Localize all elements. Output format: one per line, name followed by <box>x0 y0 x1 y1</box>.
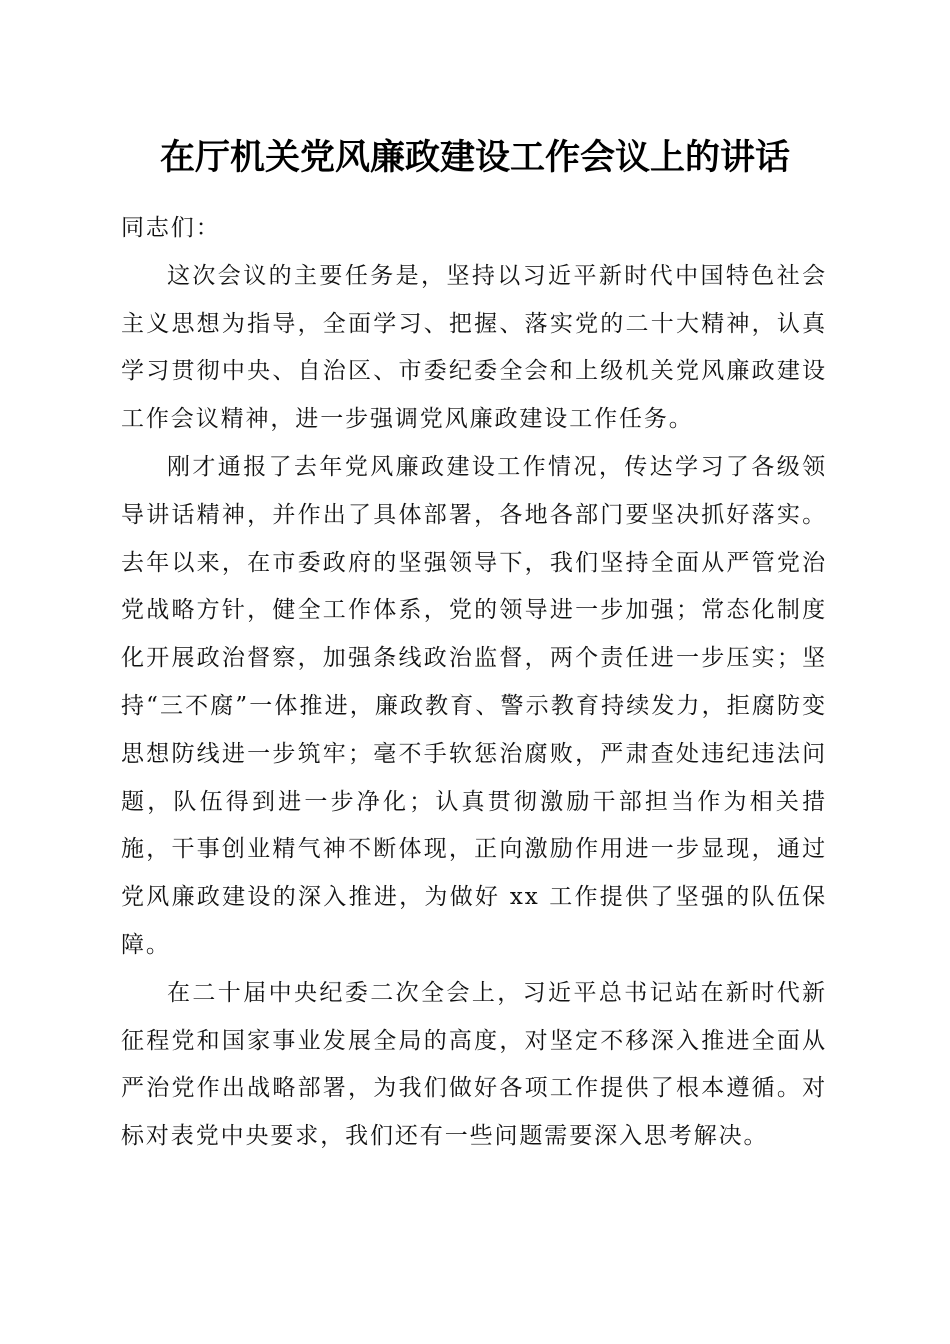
salutation: 同志们： <box>121 215 221 241</box>
document-title: 在厅机关党风廉政建设工作会议上的讲话 <box>159 137 790 178</box>
paragraph-2: 刚才通报了去年党风廉政建设工作情况，传达学习了各级领导讲话精神，并作出了具体部署，各地各部门要坚决抓好落实。去年以来，在市委政府的坚强领导下，我们坚持全面从严管党治党战略方针，健全工作体系，党的领导进一步加强；常态化制度化开展政治督察，加强条线政治监督，两个责任进一步压实；坚持“三不腐”一体推进，廉政教育、警示教育持续发力，拒腐防变思想防线进一步筑牢；毫不手软惩治腐败，严肃查处违纪违法问题，队伍得到进一步净化；认真贯彻激励干部担当作为相关措施，干事创业精气神不断体现，正向激励作用进一步显现，通过党风廉政建设的深入推进，为做好 xx 工作提供了坚强的队伍保障。 <box>121 453 827 958</box>
paragraph-1: 这次会议的主要任务是，坚持以习近平新时代中国特色社会主义思想为指导，全面学习、把握、落实党的二十大精神，认真学习贯彻中央、自治区、市委纪委全会和上级机关党风廉政建设工作会议精神，进一步强调党风廉政建设工作任务。 <box>121 262 827 433</box>
paragraph-3: 在二十届中央纪委二次全会上，习近平总书记站在新时代新征程党和国家事业发展全局的高度，对坚定不移深入推进全面从严治党作出战略部署，为我们做好各项工作提供了根本遵循。对标对表党中央要求，我们还有一些问题需要深入思考解决。 <box>121 979 827 1150</box>
document-body <box>121 205 827 1161</box>
